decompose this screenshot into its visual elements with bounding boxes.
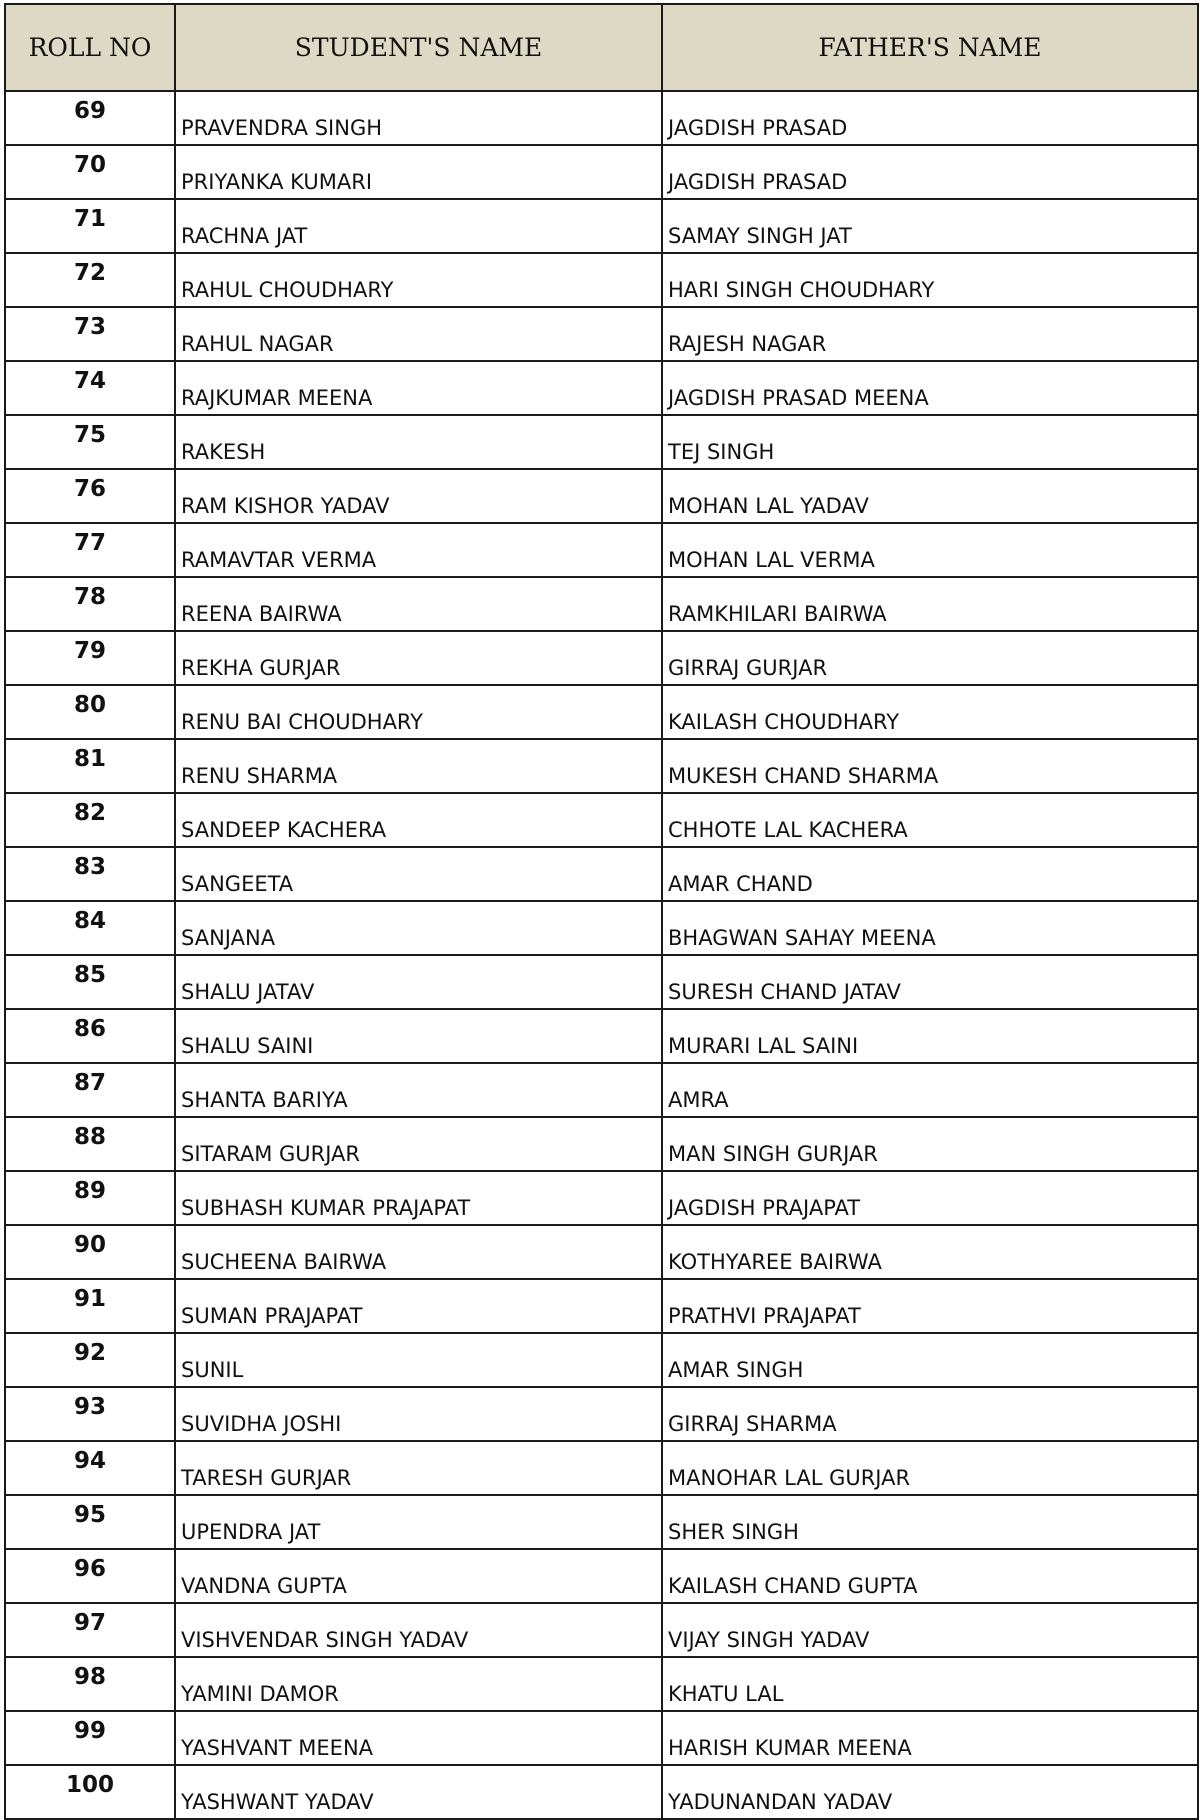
roll-number-cell: 84	[5, 901, 175, 955]
roll-number-cell: 98	[5, 1657, 175, 1711]
table-header	[5, 4, 1198, 91]
father-name-cell: JAGDISH PRASAD	[662, 91, 1198, 145]
header-student-name: STUDENT'S NAME	[175, 4, 662, 91]
father-name-cell: MUKESH CHAND SHARMA	[662, 739, 1198, 793]
roll-number-cell: 83	[5, 847, 175, 901]
student-name-cell: REKHA GURJAR	[175, 631, 662, 685]
table-row	[5, 1387, 1198, 1441]
student-name-cell: RAM KISHOR YADAV	[175, 469, 662, 523]
father-name-cell: AMRA	[662, 1063, 1198, 1117]
roll-number-cell: 79	[5, 631, 175, 685]
table-row	[5, 1279, 1198, 1333]
table-row	[5, 1549, 1198, 1603]
roll-number-cell: 72	[5, 253, 175, 307]
header-row	[5, 4, 1198, 91]
table-row	[5, 631, 1198, 685]
student-name-cell: SUNIL	[175, 1333, 662, 1387]
table-row	[5, 415, 1198, 469]
student-name-cell: RAHUL NAGAR	[175, 307, 662, 361]
father-name-cell: PRATHVI PRAJAPAT	[662, 1279, 1198, 1333]
student-name-cell: UPENDRA JAT	[175, 1495, 662, 1549]
student-list-sheet	[4, 3, 1197, 1820]
father-name-cell: VIJAY SINGH YADAV	[662, 1603, 1198, 1657]
student-name-cell: VISHVENDAR SINGH YADAV	[175, 1603, 662, 1657]
father-name-cell: AMAR CHAND	[662, 847, 1198, 901]
father-name-cell: MOHAN LAL YADAV	[662, 469, 1198, 523]
table-row	[5, 1441, 1198, 1495]
student-name-cell: RACHNA JAT	[175, 199, 662, 253]
father-name-cell: SURESH CHAND JATAV	[662, 955, 1198, 1009]
father-name-cell: BHAGWAN SAHAY MEENA	[662, 901, 1198, 955]
roll-number-cell: 93	[5, 1387, 175, 1441]
father-name-cell: KOTHYAREE BAIRWA	[662, 1225, 1198, 1279]
table-row	[5, 361, 1198, 415]
table-row	[5, 523, 1198, 577]
student-name-cell: SANDEEP KACHERA	[175, 793, 662, 847]
table-row	[5, 685, 1198, 739]
father-name-cell: MURARI LAL SAINI	[662, 1009, 1198, 1063]
student-name-cell: RAMAVTAR VERMA	[175, 523, 662, 577]
roll-number-cell: 92	[5, 1333, 175, 1387]
table-row	[5, 577, 1198, 631]
table-row	[5, 1117, 1198, 1171]
student-name-cell: YAMINI DAMOR	[175, 1657, 662, 1711]
roll-number-cell: 91	[5, 1279, 175, 1333]
roll-number-cell: 78	[5, 577, 175, 631]
father-name-cell: SAMAY SINGH JAT	[662, 199, 1198, 253]
table-row	[5, 1603, 1198, 1657]
table-row	[5, 955, 1198, 1009]
table-row	[5, 739, 1198, 793]
roll-number-cell: 90	[5, 1225, 175, 1279]
student-name-cell: SHANTA BARIYA	[175, 1063, 662, 1117]
roll-number-cell: 80	[5, 685, 175, 739]
student-name-cell: SANGEETA	[175, 847, 662, 901]
roll-number-cell: 81	[5, 739, 175, 793]
father-name-cell: HARISH KUMAR MEENA	[662, 1711, 1198, 1765]
table-row	[5, 1657, 1198, 1711]
roll-number-cell: 71	[5, 199, 175, 253]
table-row	[5, 1225, 1198, 1279]
father-name-cell: MAN SINGH GURJAR	[662, 1117, 1198, 1171]
father-name-cell: GIRRAJ GURJAR	[662, 631, 1198, 685]
father-name-cell: KAILASH CHOUDHARY	[662, 685, 1198, 739]
roll-number-cell: 76	[5, 469, 175, 523]
table-row	[5, 1063, 1198, 1117]
table-row	[5, 199, 1198, 253]
father-name-cell: YADUNANDAN YADAV	[662, 1765, 1198, 1819]
table-row	[5, 145, 1198, 199]
roll-number-cell: 70	[5, 145, 175, 199]
father-name-cell: GIRRAJ SHARMA	[662, 1387, 1198, 1441]
student-name-cell: VANDNA GUPTA	[175, 1549, 662, 1603]
father-name-cell: TEJ SINGH	[662, 415, 1198, 469]
table-row	[5, 307, 1198, 361]
header-father-name: FATHER'S NAME	[662, 4, 1198, 91]
student-name-cell: REENA BAIRWA	[175, 577, 662, 631]
roll-number-cell: 73	[5, 307, 175, 361]
student-name-cell: PRIYANKA KUMARI	[175, 145, 662, 199]
father-name-cell: JAGDISH PRAJAPAT	[662, 1171, 1198, 1225]
roll-number-cell: 77	[5, 523, 175, 577]
table-body	[5, 91, 1198, 1819]
father-name-cell: RAJESH NAGAR	[662, 307, 1198, 361]
father-name-cell: KHATU LAL	[662, 1657, 1198, 1711]
table-row	[5, 1495, 1198, 1549]
father-name-cell: MOHAN LAL VERMA	[662, 523, 1198, 577]
roll-number-cell: 86	[5, 1009, 175, 1063]
roll-number-cell: 88	[5, 1117, 175, 1171]
header-roll-no: ROLL NO	[5, 4, 175, 91]
table-row	[5, 901, 1198, 955]
table-row	[5, 1333, 1198, 1387]
roll-number-cell: 75	[5, 415, 175, 469]
roll-number-cell: 99	[5, 1711, 175, 1765]
roll-number-cell: 69	[5, 91, 175, 145]
roll-number-cell: 82	[5, 793, 175, 847]
father-name-cell: MANOHAR LAL GURJAR	[662, 1441, 1198, 1495]
table-row	[5, 847, 1198, 901]
roll-number-cell: 100	[5, 1765, 175, 1819]
roll-number-cell: 87	[5, 1063, 175, 1117]
student-name-cell: RAKESH	[175, 415, 662, 469]
roll-number-cell: 96	[5, 1549, 175, 1603]
student-name-cell: SANJANA	[175, 901, 662, 955]
student-name-cell: SITARAM GURJAR	[175, 1117, 662, 1171]
student-name-cell: RENU SHARMA	[175, 739, 662, 793]
student-name-cell: PRAVENDRA SINGH	[175, 91, 662, 145]
student-name-cell: SHALU SAINI	[175, 1009, 662, 1063]
table-row	[5, 91, 1198, 145]
table-row	[5, 1711, 1198, 1765]
roll-number-cell: 94	[5, 1441, 175, 1495]
roll-number-cell: 74	[5, 361, 175, 415]
father-name-cell: CHHOTE LAL KACHERA	[662, 793, 1198, 847]
student-table	[4, 3, 1199, 1820]
table-row	[5, 1009, 1198, 1063]
student-name-cell: RENU BAI CHOUDHARY	[175, 685, 662, 739]
student-name-cell: SUMAN PRAJAPAT	[175, 1279, 662, 1333]
father-name-cell: JAGDISH PRASAD	[662, 145, 1198, 199]
table-row	[5, 1765, 1198, 1819]
father-name-cell: AMAR SINGH	[662, 1333, 1198, 1387]
roll-number-cell: 85	[5, 955, 175, 1009]
student-name-cell: RAJKUMAR MEENA	[175, 361, 662, 415]
student-name-cell: SHALU JATAV	[175, 955, 662, 1009]
table-row	[5, 253, 1198, 307]
table-row	[5, 469, 1198, 523]
father-name-cell: SHER SINGH	[662, 1495, 1198, 1549]
father-name-cell: KAILASH CHAND GUPTA	[662, 1549, 1198, 1603]
father-name-cell: HARI SINGH CHOUDHARY	[662, 253, 1198, 307]
student-name-cell: YASHWANT YADAV	[175, 1765, 662, 1819]
student-name-cell: YASHVANT MEENA	[175, 1711, 662, 1765]
student-name-cell: SUVIDHA JOSHI	[175, 1387, 662, 1441]
father-name-cell: RAMKHILARI BAIRWA	[662, 577, 1198, 631]
student-name-cell: TARESH GURJAR	[175, 1441, 662, 1495]
student-name-cell: SUCHEENA BAIRWA	[175, 1225, 662, 1279]
father-name-cell: JAGDISH PRASAD MEENA	[662, 361, 1198, 415]
roll-number-cell: 95	[5, 1495, 175, 1549]
table-row	[5, 1171, 1198, 1225]
table-row	[5, 793, 1198, 847]
roll-number-cell: 97	[5, 1603, 175, 1657]
roll-number-cell: 89	[5, 1171, 175, 1225]
student-name-cell: RAHUL CHOUDHARY	[175, 253, 662, 307]
student-name-cell: SUBHASH KUMAR PRAJAPAT	[175, 1171, 662, 1225]
